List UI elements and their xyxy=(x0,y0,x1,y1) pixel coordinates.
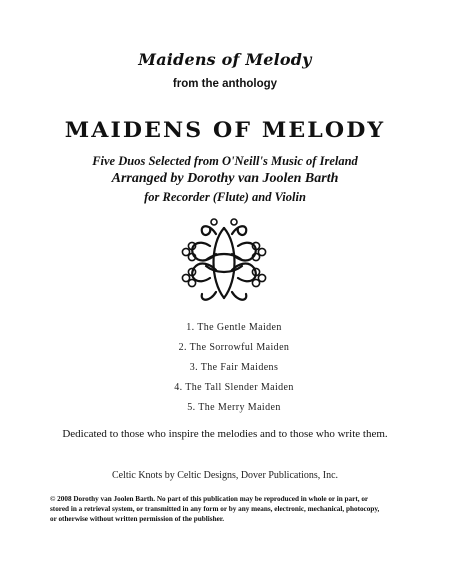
page-title: Maidens of Melody xyxy=(138,50,312,69)
anthology-title: MAIDENS OF MELODY xyxy=(64,117,386,142)
arranger-line: Arranged by Dorothy van Joolen Barth xyxy=(111,171,339,186)
copyright-line: stored in a retrieval system, or transmitted in any form or by any means, electronic, mechanical, photocopy, xyxy=(50,505,380,514)
list-item: 2. The Sorrowful Maiden xyxy=(178,342,290,353)
illustration-credit: Celtic Knots by Celtic Designs, Dover Publications, Inc. xyxy=(111,470,339,481)
list-item: 3. The Fair Maidens xyxy=(189,362,279,373)
list-item: 4. The Tall Slender Maiden xyxy=(174,382,294,393)
copyright-line: or otherwise without written permission of the publisher. xyxy=(50,515,225,524)
page-subtitle: from the anthology xyxy=(172,78,278,90)
dedication: Dedicated to those who inspire the melodies and to those who write them. xyxy=(62,428,388,440)
description-line-1: Five Duos Selected from O'Neill's Music of Ireland xyxy=(92,154,358,168)
copyright-line: © 2008 Dorothy van Joolen Barth. No part of this publication may be reproduced in whole or in part, or xyxy=(50,495,369,503)
instrumentation-line: for Recorder (Flute) and Violin xyxy=(144,190,306,204)
contents-list xyxy=(0,318,450,418)
celtic-knot-icon xyxy=(176,216,272,308)
list-item: 1. The Gentle Maiden xyxy=(186,322,282,333)
list-item: 5. The Merry Maiden xyxy=(187,402,281,413)
copyright-notice xyxy=(50,494,406,525)
